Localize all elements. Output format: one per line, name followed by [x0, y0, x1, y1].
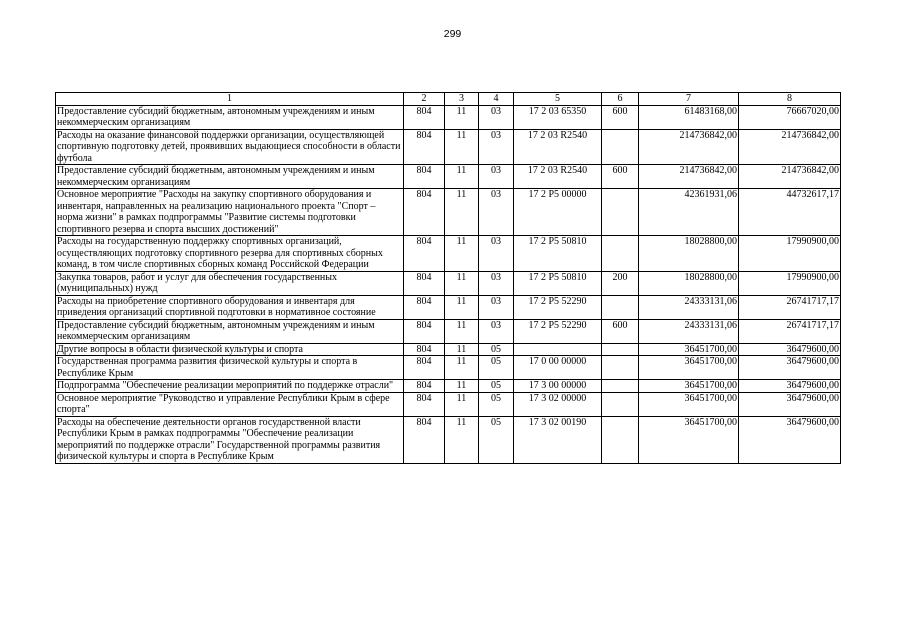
cell-target-article: 17 3 00 00000: [514, 380, 602, 393]
cell-amount-col8: 214736842,00: [739, 129, 841, 165]
cell-target-article: 17 2 P5 52290: [514, 295, 602, 319]
cell-ministry-code: 804: [404, 236, 445, 272]
cell-ministry-code: 804: [404, 392, 445, 416]
cell-target-article: 17 3 02 00000: [514, 392, 602, 416]
table-row: [56, 356, 841, 380]
cell-section-code: 11: [445, 236, 479, 272]
table-row: [56, 416, 841, 463]
cell-subsection-code: 05: [479, 416, 514, 463]
cell-target-article: 17 2 P5 50810: [514, 236, 602, 272]
cell-target-article: 17 2 03 65350: [514, 105, 602, 129]
column-header: 3: [445, 93, 479, 106]
cell-ministry-code: 804: [404, 189, 445, 236]
cell-target-article: 17 2 P5 50810: [514, 271, 602, 295]
cell-amount-col7: 18028800,00: [639, 236, 739, 272]
cell-ministry-code: 804: [404, 356, 445, 380]
cell-expense-type: [602, 236, 639, 272]
table-row: [56, 392, 841, 416]
cell-name: Расходы на приобретение спортивного оборудования и инвентаря для приведения организаций спортивной подготовки в нормативное состояние: [56, 295, 404, 319]
cell-amount-col8: 36479600,00: [739, 392, 841, 416]
cell-subsection-code: 05: [479, 392, 514, 416]
cell-expense-type: [602, 416, 639, 463]
cell-section-code: 11: [445, 356, 479, 380]
cell-subsection-code: 05: [479, 343, 514, 356]
cell-ministry-code: 804: [404, 165, 445, 189]
column-header: 2: [404, 93, 445, 106]
cell-amount-col7: 214736842,00: [639, 165, 739, 189]
cell-target-article: [514, 343, 602, 356]
column-header: 5: [514, 93, 602, 106]
cell-expense-type: [602, 380, 639, 393]
table-row: [56, 343, 841, 356]
cell-section-code: 11: [445, 271, 479, 295]
cell-amount-col8: 36479600,00: [739, 343, 841, 356]
cell-section-code: 11: [445, 105, 479, 129]
cell-section-code: 11: [445, 416, 479, 463]
cell-section-code: 11: [445, 380, 479, 393]
cell-subsection-code: 05: [479, 356, 514, 380]
cell-name: Расходы на обеспечение деятельности органов государственной власти Республики Крым в рамках подпрограммы "Обеспечение реализации мероприятий по поддержке отрасли" Государственной программы развития физической культуры и спорта в Республике Крым: [56, 416, 404, 463]
cell-expense-type: [602, 129, 639, 165]
cell-amount-col7: 18028800,00: [639, 271, 739, 295]
cell-ministry-code: 804: [404, 295, 445, 319]
cell-ministry-code: 804: [404, 271, 445, 295]
table-row: [56, 271, 841, 295]
cell-subsection-code: 03: [479, 105, 514, 129]
cell-amount-col7: 61483168,00: [639, 105, 739, 129]
cell-expense-type: [602, 189, 639, 236]
column-header: 4: [479, 93, 514, 106]
cell-name: Другие вопросы в области физической культуры и спорта: [56, 343, 404, 356]
cell-name: Основное мероприятие "Расходы на закупку спортивного оборудования и инвентаря, направленных на реализацию национального проекта "Спорт – норма жизни" в рамках подпрограммы "Развитие системы подготовки спортивного резерва и спорта высших достижений": [56, 189, 404, 236]
cell-ministry-code: 804: [404, 416, 445, 463]
page-number: 299: [443, 28, 462, 40]
cell-amount-col8: 214736842,00: [739, 165, 841, 189]
cell-expense-type: 600: [602, 165, 639, 189]
column-header: 7: [639, 93, 739, 106]
cell-amount-col8: 36479600,00: [739, 416, 841, 463]
cell-name: Предоставление субсидий бюджетным, автономным учреждениям и иным некоммерческим организациям: [56, 165, 404, 189]
cell-subsection-code: 03: [479, 165, 514, 189]
cell-ministry-code: 804: [404, 319, 445, 343]
cell-expense-type: [602, 295, 639, 319]
cell-amount-col7: 36451700,00: [639, 380, 739, 393]
cell-amount-col8: 76667020,00: [739, 105, 841, 129]
column-header: 1: [56, 93, 404, 106]
cell-amount-col8: 36479600,00: [739, 380, 841, 393]
cell-section-code: 11: [445, 129, 479, 165]
cell-ministry-code: 804: [404, 129, 445, 165]
cell-amount-col7: 24333131,06: [639, 295, 739, 319]
cell-amount-col8: 26741717,17: [739, 295, 841, 319]
cell-amount-col7: 42361931,06: [639, 189, 739, 236]
cell-amount-col7: 36451700,00: [639, 416, 739, 463]
table-row: [56, 189, 841, 236]
table-row: [56, 129, 841, 165]
cell-section-code: 11: [445, 343, 479, 356]
cell-amount-col8: 36479600,00: [739, 356, 841, 380]
cell-subsection-code: 03: [479, 236, 514, 272]
cell-subsection-code: 03: [479, 189, 514, 236]
cell-ministry-code: 804: [404, 343, 445, 356]
cell-name: Расходы на оказание финансовой поддержки организации, осуществляющей спортивную подготовку детей, проявивших выдающиеся способности в области футбола: [56, 129, 404, 165]
cell-amount-col7: 24333131,06: [639, 319, 739, 343]
cell-target-article: 17 0 00 00000: [514, 356, 602, 380]
cell-name: Государственная программа развития физической культуры и спорта в Республике Крым: [56, 356, 404, 380]
cell-amount-col7: 36451700,00: [639, 392, 739, 416]
column-header: 6: [602, 93, 639, 106]
cell-expense-type: 600: [602, 319, 639, 343]
cell-name: Расходы на государственную поддержку спортивных организаций, осуществляющих подготовку спортивного резерва для спортивных сборных команд, в том числе спортивных сборных команд Российской Федерации: [56, 236, 404, 272]
cell-amount-col8: 26741717,17: [739, 319, 841, 343]
cell-subsection-code: 03: [479, 319, 514, 343]
cell-amount-col7: 36451700,00: [639, 343, 739, 356]
cell-target-article: 17 2 03 R2540: [514, 165, 602, 189]
table-row: [56, 319, 841, 343]
cell-section-code: 11: [445, 392, 479, 416]
cell-subsection-code: 03: [479, 271, 514, 295]
cell-subsection-code: 05: [479, 380, 514, 393]
budget-table: [55, 92, 841, 464]
cell-amount-col8: 17990900,00: [739, 271, 841, 295]
cell-ministry-code: 804: [404, 105, 445, 129]
table-row: [56, 165, 841, 189]
cell-target-article: 17 2 P5 00000: [514, 189, 602, 236]
cell-amount-col7: 36451700,00: [639, 356, 739, 380]
cell-target-article: 17 2 P5 52290: [514, 319, 602, 343]
cell-name: Предоставление субсидий бюджетным, автономным учреждениям и иным некоммерческим организациям: [56, 319, 404, 343]
cell-ministry-code: 804: [404, 380, 445, 393]
cell-expense-type: [602, 392, 639, 416]
cell-target-article: 17 2 03 R2540: [514, 129, 602, 165]
cell-expense-type: 600: [602, 105, 639, 129]
cell-subsection-code: 03: [479, 295, 514, 319]
table-row: [56, 105, 841, 129]
cell-name: Закупка товаров, работ и услуг для обеспечения государственных (муниципальных) нужд: [56, 271, 404, 295]
cell-amount-col8: 17990900,00: [739, 236, 841, 272]
cell-name: Подпрограмма "Обеспечение реализации мероприятий по поддержке отрасли": [56, 380, 404, 393]
cell-section-code: 11: [445, 189, 479, 236]
column-header: 8: [739, 93, 841, 106]
cell-section-code: 11: [445, 295, 479, 319]
cell-name: Предоставление субсидий бюджетным, автономным учреждениям и иным некоммерческим организациям: [56, 105, 404, 129]
cell-amount-col7: 214736842,00: [639, 129, 739, 165]
header-row: [56, 93, 841, 106]
cell-subsection-code: 03: [479, 129, 514, 165]
cell-name: Основное мероприятие "Руководство и управление Республики Крым в сфере спорта": [56, 392, 404, 416]
cell-target-article: 17 3 02 00190: [514, 416, 602, 463]
cell-amount-col8: 44732617,17: [739, 189, 841, 236]
cell-expense-type: [602, 356, 639, 380]
cell-section-code: 11: [445, 319, 479, 343]
table-row: [56, 380, 841, 393]
table-row: [56, 295, 841, 319]
cell-expense-type: [602, 343, 639, 356]
table-row: [56, 236, 841, 272]
cell-section-code: 11: [445, 165, 479, 189]
cell-expense-type: 200: [602, 271, 639, 295]
